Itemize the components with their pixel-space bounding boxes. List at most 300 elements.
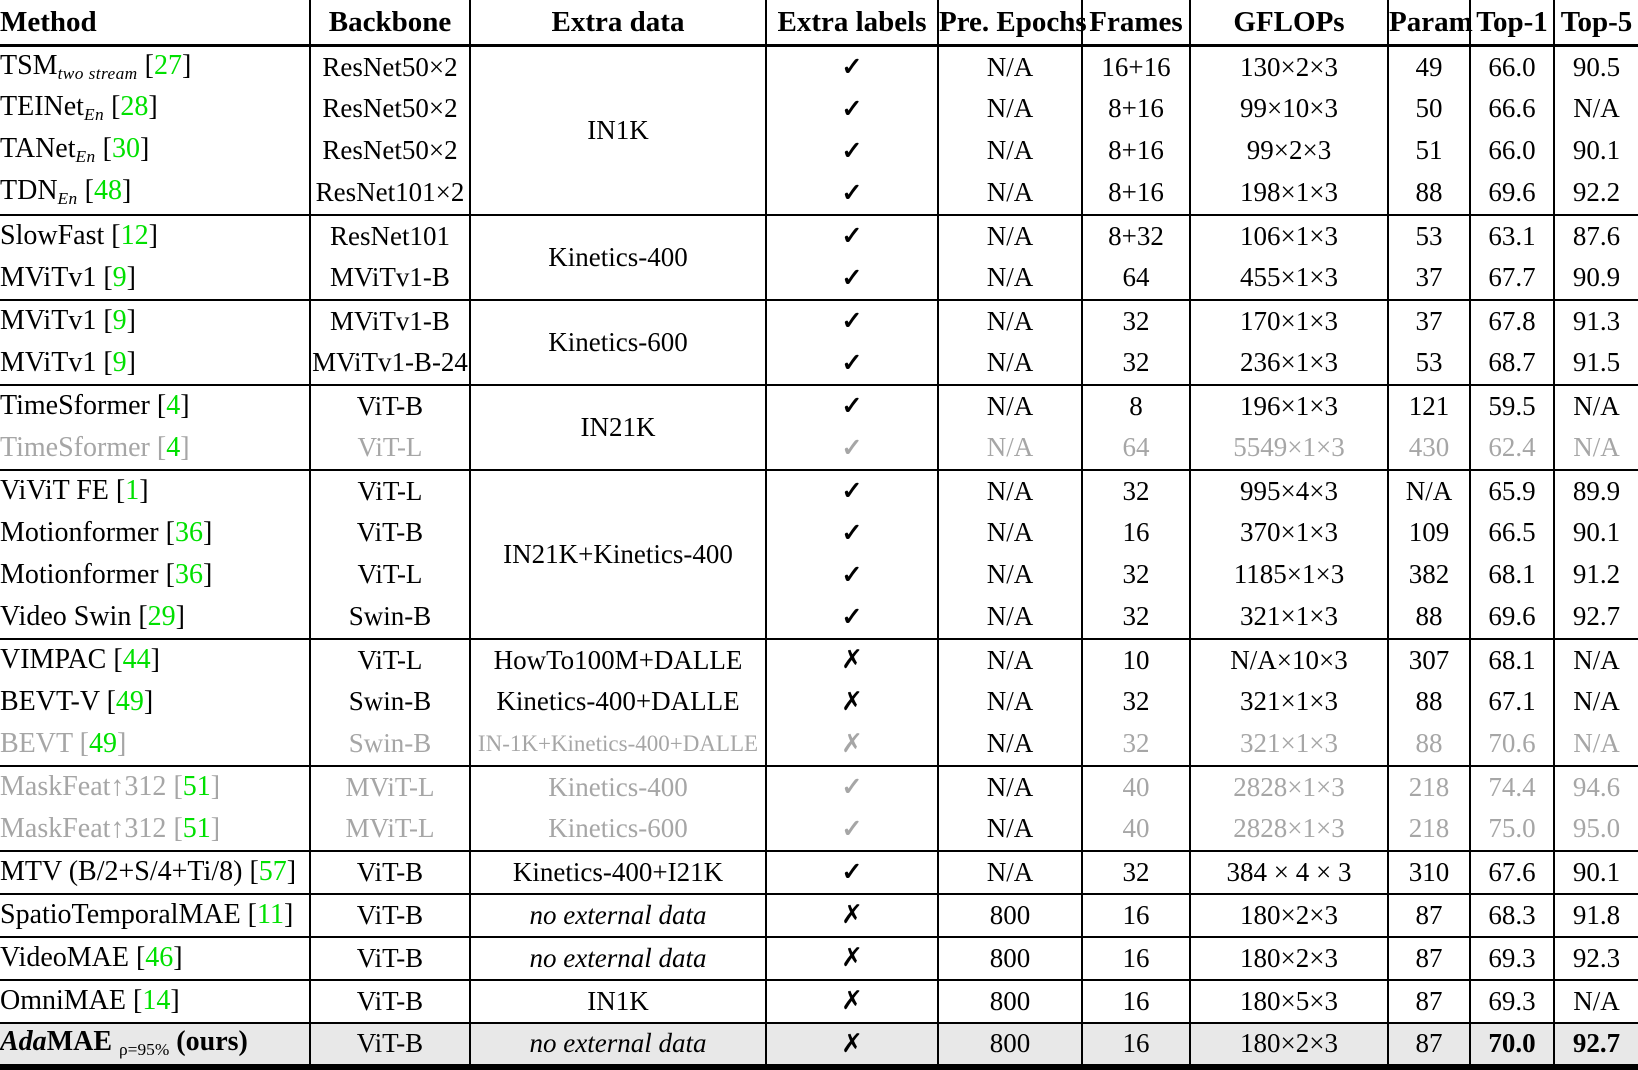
cell-extra-data: Kinetics-600: [470, 808, 766, 850]
cell-extra-labels: [766, 596, 938, 638]
cell-method: [0, 342, 310, 384]
cell-gflops: 196×1×3: [1190, 385, 1388, 427]
cell-backbone: ViT-B: [310, 385, 470, 427]
cell-pre-epochs: N/A: [938, 766, 1082, 808]
cell-top5: 90.1: [1554, 512, 1638, 554]
check-icon: ✓: [841, 815, 863, 843]
cell-extra-labels: [766, 937, 938, 979]
table-row: [0, 894, 1638, 936]
cell-gflops: 455×1×3: [1190, 257, 1388, 299]
table-row: [0, 766, 1638, 808]
cell-frames: 10: [1082, 639, 1190, 681]
cell-extra-data: [470, 1023, 766, 1065]
cell-top5: N/A: [1554, 980, 1638, 1022]
cell-backbone: ResNet101×2: [310, 172, 470, 214]
cell-gflops: 321×1×3: [1190, 723, 1388, 765]
cell-top5: 91.2: [1554, 554, 1638, 596]
table-row: [0, 46, 1638, 88]
cell-backbone: Swin-B: [310, 681, 470, 723]
method-prefix: Ada: [0, 1026, 47, 1058]
method-label: MViTv1: [0, 305, 97, 336]
cell-top5: N/A: [1554, 88, 1638, 130]
cell-param: 49: [1388, 46, 1470, 88]
cell-top5: 95.0: [1554, 808, 1638, 850]
cell-top1: 59.5: [1470, 385, 1554, 427]
column-header-extra-labels: Extra labels: [766, 0, 938, 44]
citation-bracket: [36]: [165, 558, 213, 590]
table-row: [0, 172, 1638, 214]
cell-method: [0, 681, 310, 723]
citation-bracket: [36]: [165, 516, 213, 548]
cell-backbone: MViTv1-B: [310, 257, 470, 299]
cell-pre-epochs: N/A: [938, 385, 1082, 427]
cell-frames: 16: [1082, 937, 1190, 979]
cell-extra-labels: [766, 554, 938, 596]
cell-method: [0, 470, 310, 512]
cell-top1: 67.8: [1470, 300, 1554, 342]
cell-extra-data: IN21K: [470, 385, 766, 469]
cell-gflops: 2828×1×3: [1190, 808, 1388, 850]
check-icon: ✓: [841, 478, 863, 505]
cell-frames: 16: [1082, 1023, 1190, 1065]
table-row: [0, 851, 1638, 893]
cell-gflops: 180×2×3: [1190, 894, 1388, 936]
cell-gflops: 180×2×3: [1190, 937, 1388, 979]
method-label: MaskFeat↑312: [0, 812, 167, 844]
header-row: [0, 0, 1638, 44]
table-row: [0, 808, 1638, 850]
cell-pre-epochs: N/A: [938, 639, 1082, 681]
check-icon: ✓: [841, 137, 863, 165]
method-label: Motionformer: [0, 558, 159, 590]
cell-pre-epochs: N/A: [938, 172, 1082, 214]
citation-bracket: [30]: [102, 133, 150, 165]
cell-gflops: 384 × 4 × 3: [1190, 851, 1388, 893]
column-header-top5: Top-5: [1554, 0, 1638, 44]
cell-extra-data: IN21K+Kinetics-400: [470, 470, 766, 638]
cell-pre-epochs: N/A: [938, 723, 1082, 765]
method-label: VIMPAC: [0, 644, 107, 675]
cell-extra-labels: [766, 385, 938, 427]
cell-top5: N/A: [1554, 681, 1638, 723]
method-label: BEVT-V: [0, 685, 100, 717]
check-icon: ✓: [841, 349, 863, 377]
cell-gflops: 130×2×3: [1190, 46, 1388, 88]
cell-frames: 32: [1082, 681, 1190, 723]
method-tag: (ours): [176, 1026, 248, 1058]
citation-bracket: [57]: [249, 856, 297, 887]
method-label: MaskFeat↑312: [0, 771, 167, 802]
cell-backbone: Swin-B: [310, 723, 470, 765]
table-row: [0, 300, 1638, 342]
check-icon: ✓: [841, 95, 863, 123]
column-header-frames: Frames: [1082, 0, 1190, 44]
cell-top5: 91.3: [1554, 300, 1638, 342]
table-row: [0, 639, 1638, 681]
cell-method: [0, 980, 310, 1022]
cell-gflops: 99×2×3: [1190, 130, 1388, 172]
cell-method: [0, 257, 310, 299]
cell-method: [0, 1023, 310, 1065]
cell-top1: 63.1: [1470, 215, 1554, 257]
cell-pre-epochs: N/A: [938, 88, 1082, 130]
cell-top1: 67.7: [1470, 257, 1554, 299]
cell-pre-epochs: N/A: [938, 808, 1082, 850]
cell-pre-epochs: 800: [938, 894, 1082, 936]
cell-gflops: 180×2×3: [1190, 1023, 1388, 1065]
table-row: [0, 385, 1638, 427]
cell-backbone: ViT-B: [310, 851, 470, 893]
citation-bracket: [14]: [133, 985, 180, 1016]
cell-pre-epochs: N/A: [938, 512, 1082, 554]
method-label: TimeSformer: [0, 390, 150, 421]
cell-top1: 69.6: [1470, 172, 1554, 214]
cell-method: [0, 639, 310, 681]
citation-bracket: [27]: [144, 50, 192, 82]
cell-backbone: ViT-B: [310, 512, 470, 554]
cell-gflops: 995×4×3: [1190, 470, 1388, 512]
cell-pre-epochs: N/A: [938, 300, 1082, 342]
cell-frames: 16: [1082, 894, 1190, 936]
cell-param: 109: [1388, 512, 1470, 554]
cell-method: [0, 512, 310, 554]
cell-top1: 69.3: [1470, 937, 1554, 979]
citation-bracket: [29]: [138, 600, 185, 632]
check-icon: ✓: [841, 54, 863, 82]
cell-extra-labels: [766, 681, 938, 723]
column-header-gflops: GFLOPs: [1190, 0, 1388, 44]
cell-top1: 68.1: [1470, 554, 1554, 596]
cell-extra-data: Kinetics-600: [470, 300, 766, 384]
cell-pre-epochs: N/A: [938, 46, 1082, 88]
cell-pre-epochs: 800: [938, 1023, 1082, 1065]
table-row: [0, 681, 1638, 723]
table-row: [0, 88, 1638, 130]
cell-frames: 16+16: [1082, 46, 1190, 88]
cell-backbone: ViT-L: [310, 639, 470, 681]
cell-extra-labels: [766, 1023, 938, 1065]
check-icon: ✓: [841, 308, 863, 335]
cell-top1: 66.0: [1470, 46, 1554, 88]
cell-extra-labels: [766, 808, 938, 850]
cell-backbone: MViTv1-B: [310, 300, 470, 342]
cell-top5: 90.1: [1554, 130, 1638, 172]
cell-method: [0, 88, 310, 130]
method-label: TDN: [0, 175, 58, 207]
cell-method: [0, 385, 310, 427]
cross-icon: ✗: [841, 900, 863, 930]
cell-frames: 8+16: [1082, 88, 1190, 130]
cell-method: [0, 130, 310, 172]
method-subscript: two stream: [57, 64, 138, 83]
cell-pre-epochs: N/A: [938, 851, 1082, 893]
column-header-method: Method: [0, 5, 97, 38]
extra-data-note: no external data: [529, 1028, 707, 1058]
cross-icon: ✗: [841, 1028, 863, 1059]
cell-gflops: 236×1×3: [1190, 342, 1388, 384]
table-row: [0, 554, 1638, 596]
cell-frames: 32: [1082, 596, 1190, 638]
cell-extra-data: IN-1K+Kinetics-400+DALLE: [470, 723, 766, 765]
cell-gflops: 321×1×3: [1190, 681, 1388, 723]
cell-extra-labels: [766, 215, 938, 257]
table-row: [0, 937, 1638, 979]
cell-param: 88: [1388, 723, 1470, 765]
cell-top5: 87.6: [1554, 215, 1638, 257]
cell-frames: 8: [1082, 385, 1190, 427]
cell-top1: 68.1: [1470, 639, 1554, 681]
check-icon: ✓: [841, 774, 863, 801]
cell-extra-labels: [766, 851, 938, 893]
cell-extra-labels: [766, 300, 938, 342]
table-row: [0, 130, 1638, 172]
cell-method: [0, 723, 310, 765]
citation-bracket: [48]: [84, 175, 132, 207]
extra-data-note: no external data: [529, 899, 707, 930]
cell-gflops: 1185×1×3: [1190, 554, 1388, 596]
cell-top5: 90.1: [1554, 851, 1638, 893]
citation-bracket: [28]: [111, 91, 158, 123]
cell-frames: 32: [1082, 470, 1190, 512]
method-label: OmniMAE: [0, 985, 126, 1016]
citation-bracket: [1]: [115, 475, 149, 506]
cell-param: 121: [1388, 385, 1470, 427]
cell-top5: 92.3: [1554, 937, 1638, 979]
cell-method: [0, 300, 310, 342]
cell-param: 218: [1388, 808, 1470, 850]
column-header-backbone: Backbone: [310, 0, 470, 44]
cell-top1: 69.6: [1470, 596, 1554, 638]
cell-frames: 16: [1082, 980, 1190, 1022]
cell-frames: 40: [1082, 808, 1190, 850]
method-label: MViTv1: [0, 346, 97, 378]
cell-extra-labels: [766, 723, 938, 765]
cell-backbone: ViT-L: [310, 554, 470, 596]
cross-icon: ✗: [841, 728, 863, 759]
cell-backbone: ResNet50×2: [310, 130, 470, 172]
cell-top5: 91.8: [1554, 894, 1638, 936]
cell-pre-epochs: 800: [938, 980, 1082, 1022]
column-header-param: Param: [1388, 0, 1470, 44]
cell-frames: 8+16: [1082, 130, 1190, 172]
citation-bracket: [11]: [247, 899, 294, 930]
cell-extra-labels: [766, 88, 938, 130]
cell-pre-epochs: N/A: [938, 257, 1082, 299]
cell-method: [0, 215, 310, 257]
method-core: MAE: [46, 1026, 113, 1058]
cell-extra-labels: [766, 980, 938, 1022]
cell-top1: 70.6: [1470, 723, 1554, 765]
method-label: TSM: [0, 50, 58, 82]
cell-backbone: ViT-B: [310, 937, 470, 979]
cell-extra-labels: [766, 427, 938, 469]
cell-frames: 40: [1082, 766, 1190, 808]
table-row: [0, 342, 1638, 384]
cell-pre-epochs: N/A: [938, 470, 1082, 512]
cell-frames: 8+16: [1082, 172, 1190, 214]
cell-param: 87: [1388, 894, 1470, 936]
method-label: Motionformer: [0, 516, 159, 548]
cell-top1: 66.5: [1470, 512, 1554, 554]
method-label: TEINet: [0, 91, 84, 123]
cell-param: 51: [1388, 130, 1470, 172]
cell-backbone: ViT-B: [310, 894, 470, 936]
cell-param: 430: [1388, 427, 1470, 469]
citation-bracket: [9]: [103, 261, 136, 293]
cell-param: 37: [1388, 257, 1470, 299]
cell-gflops: 170×1×3: [1190, 300, 1388, 342]
cell-frames: 32: [1082, 851, 1190, 893]
cell-param: 53: [1388, 215, 1470, 257]
check-icon: ✓: [841, 179, 863, 207]
cell-pre-epochs: N/A: [938, 130, 1082, 172]
cell-param: 87: [1388, 937, 1470, 979]
cell-top5: 92.2: [1554, 172, 1638, 214]
citation-bracket: [51]: [173, 771, 221, 802]
cell-method: [0, 427, 310, 469]
cell-method: [0, 851, 310, 893]
cell-method: [0, 766, 310, 808]
cell-param: 310: [1388, 851, 1470, 893]
method-label: Video Swin: [0, 600, 132, 632]
check-icon: ✓: [841, 223, 863, 250]
table-row: [0, 257, 1638, 299]
table-row: [0, 470, 1638, 512]
cell-top5: 90.5: [1554, 46, 1638, 88]
cell-top1: 69.3: [1470, 980, 1554, 1022]
cell-backbone: ResNet101: [310, 215, 470, 257]
citation-bracket: [44]: [113, 644, 160, 675]
cell-method: [0, 596, 310, 638]
cell-param: 87: [1388, 1023, 1470, 1065]
cell-extra-data: IN1K: [470, 980, 766, 1022]
cell-pre-epochs: N/A: [938, 342, 1082, 384]
cell-top5: 89.9: [1554, 470, 1638, 512]
cell-top5: 94.6: [1554, 766, 1638, 808]
cell-backbone: ViT-B: [310, 980, 470, 1022]
cell-top1: 75.0: [1470, 808, 1554, 850]
table-row: [0, 512, 1638, 554]
cell-gflops: 99×10×3: [1190, 88, 1388, 130]
cell-frames: 32: [1082, 723, 1190, 765]
cell-method: [0, 46, 310, 88]
cell-backbone: ResNet50×2: [310, 46, 470, 88]
cell-top5: N/A: [1554, 639, 1638, 681]
cell-param: N/A: [1388, 470, 1470, 512]
cell-backbone: Swin-B: [310, 596, 470, 638]
cell-param: 307: [1388, 639, 1470, 681]
cell-param: 88: [1388, 172, 1470, 214]
cell-top5: 91.5: [1554, 342, 1638, 384]
cell-pre-epochs: N/A: [938, 596, 1082, 638]
cell-param: 53: [1388, 342, 1470, 384]
cell-top1: 66.6: [1470, 88, 1554, 130]
cell-extra-labels: [766, 342, 938, 384]
cell-top1: 65.9: [1470, 470, 1554, 512]
method-subscript: En: [83, 105, 105, 125]
check-icon: ✓: [841, 561, 863, 589]
method-subscript: En: [75, 147, 96, 167]
cell-extra-labels: [766, 172, 938, 214]
check-icon: ✓: [841, 264, 863, 292]
cross-icon: ✗: [841, 986, 863, 1016]
cell-extra-labels: [766, 46, 938, 88]
cell-extra-data: [470, 937, 766, 979]
cell-top5: N/A: [1554, 723, 1638, 765]
citation-bracket: [49]: [106, 685, 154, 717]
cell-pre-epochs: 800: [938, 937, 1082, 979]
cell-method: [0, 172, 310, 214]
check-icon: ✓: [841, 859, 863, 886]
table-row: [0, 980, 1638, 1022]
cell-frames: 32: [1082, 554, 1190, 596]
citation-bracket: [51]: [173, 812, 221, 844]
cell-top5: 92.7: [1554, 596, 1638, 638]
cell-backbone: MViTv1-B-24: [310, 342, 470, 384]
cell-extra-data: Kinetics-400+I21K: [470, 851, 766, 893]
cell-extra-data: Kinetics-400: [470, 766, 766, 808]
column-header-pre-epochs: Pre. Epochs: [938, 0, 1082, 44]
cell-backbone: ViT-L: [310, 470, 470, 512]
check-icon: ✓: [841, 393, 863, 420]
extra-data-note: no external data: [529, 942, 707, 973]
cell-gflops: 5549×1×3: [1190, 427, 1388, 469]
cell-param: 88: [1388, 681, 1470, 723]
cell-top5: N/A: [1554, 385, 1638, 427]
cell-top1: 67.1: [1470, 681, 1554, 723]
cell-frames: 64: [1082, 427, 1190, 469]
citation-bracket: [46]: [135, 942, 183, 973]
method-subscript: ρ=95%: [119, 1040, 170, 1060]
citation-bracket: [4]: [156, 431, 190, 463]
cell-extra-data: HowTo100M+DALLE: [470, 639, 766, 681]
cell-backbone: ViT-B: [310, 1023, 470, 1065]
cell-frames: 16: [1082, 512, 1190, 554]
check-icon: ✓: [841, 519, 863, 547]
method-label: MTV (B/2+S/4+Ti/8): [0, 856, 243, 887]
cell-backbone: ViT-L: [310, 427, 470, 469]
citation-bracket: [4]: [156, 390, 190, 421]
cell-method: [0, 894, 310, 936]
cell-extra-labels: [766, 257, 938, 299]
cell-top1: 70.0: [1470, 1023, 1554, 1065]
cell-pre-epochs: N/A: [938, 215, 1082, 257]
cell-param: 88: [1388, 596, 1470, 638]
method-label: TimeSformer: [0, 431, 150, 463]
column-header-extra-data: Extra data: [470, 0, 766, 44]
cell-gflops: 370×1×3: [1190, 512, 1388, 554]
cell-extra-labels: [766, 512, 938, 554]
cell-frames: 32: [1082, 342, 1190, 384]
cell-param: 218: [1388, 766, 1470, 808]
method-label: BEVT: [0, 727, 73, 759]
method-label: SlowFast: [0, 220, 105, 251]
cell-gflops: N/A×10×3: [1190, 639, 1388, 681]
cell-top1: 74.4: [1470, 766, 1554, 808]
table-bottom-rule: [0, 1065, 1638, 1068]
cell-top5: N/A: [1554, 427, 1638, 469]
cell-gflops: 198×1×3: [1190, 172, 1388, 214]
table-row: [0, 427, 1638, 469]
rule: [0, 1065, 1638, 1068]
cell-backbone: MViT-L: [310, 808, 470, 850]
cell-extra-labels: [766, 130, 938, 172]
cell-method: [0, 554, 310, 596]
cell-gflops: 321×1×3: [1190, 596, 1388, 638]
cell-gflops: 2828×1×3: [1190, 766, 1388, 808]
cross-icon: ✗: [841, 645, 863, 675]
cell-param: 87: [1388, 980, 1470, 1022]
